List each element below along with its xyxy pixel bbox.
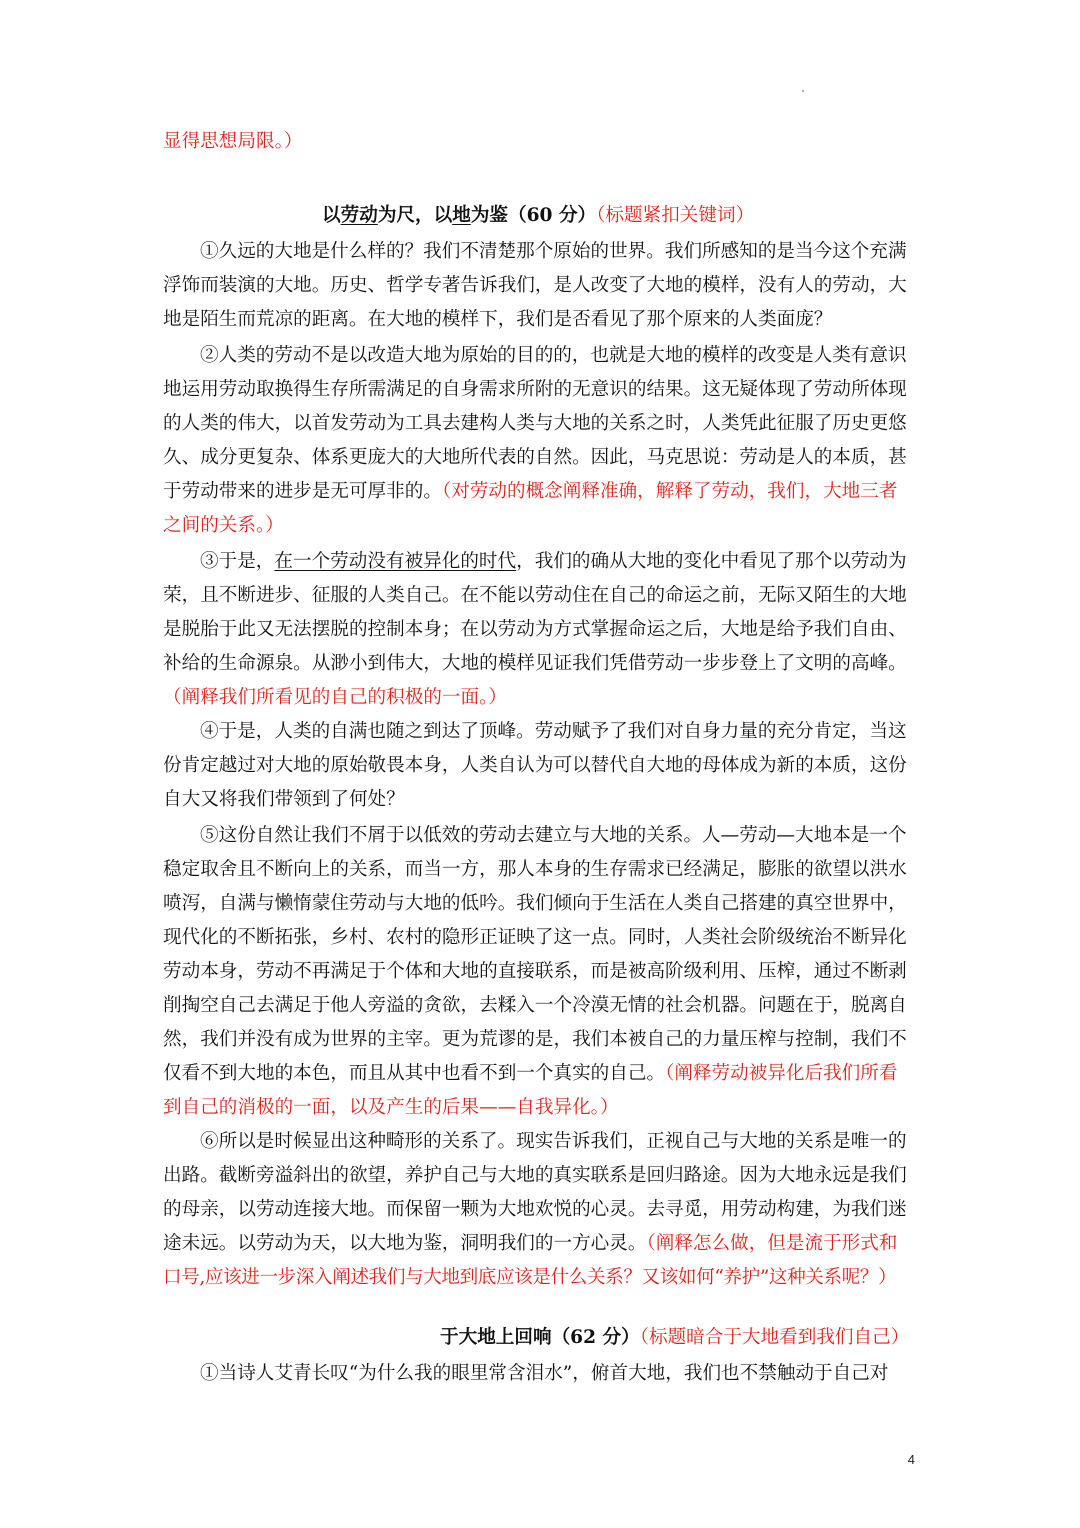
e1-p3-line: 荣，且不断进步、征服的人类自己。在不能以劳动住在自己的命运之前，无际又陌生的大地 [163,585,907,606]
e1-p2-line: 地运用劳动取换得生存所需满足的自身需求所附的无意识的结果。这无疑体现了劳动所体现 [163,379,907,400]
essay1-title-mid: 为尺，以 [377,205,453,226]
e1-p5-line: 喷泻，自满与懒惰蒙住劳动与大地的低吟。我们倾向于生活在人类自己搭建的真空世界中， [163,893,907,914]
e2-p1-line: ①当诗人艾青长叹“为什么我的眼里常含泪水”，俯首大地，我们也不禁触动于自己对 [200,1363,889,1384]
essay1-title-u1: 劳动 [340,205,378,226]
e1-p3-pre: ③于是， [200,551,275,572]
e1-p5-line: 劳动本身，劳动不再满足于个体和大地的直接联系，而是被高阶级利用、压榨，通过不断剥 [163,961,907,982]
essay1-title-u2: 地 [452,205,471,226]
e1-p4-line: 份肯定越过对大地的原始敬畏本身，人类自认为可以替代自大地的母体成为新的本质，这份 [163,755,907,776]
e1-p5-last-line [163,1056,917,1092]
e1-p3-line: 是脱胎于此又无法摆脱的控制本身；在以劳动为方式掌握命运之后，大地是给予我们自由、 [163,619,907,640]
e1-p2-line: 久、成分更复杂、体系更庞大的大地所代表的自然。因此，马克思说：劳动是人的本质，甚 [163,447,907,468]
e1-p6-last-line [163,1226,917,1262]
e1-p3-post: ，我们的确从大地的变化中看见了那个以劳动为 [516,551,907,572]
e1-p3-comment: （阐释我们所看见的自己的积极的一面。） [163,687,507,708]
e1-p6-last-text: 途未远。以劳动为天，以大地为鉴，洞明我们的一方心灵。 [163,1233,647,1254]
top-note: 显得思想局限。） [163,131,303,152]
e1-p2-line: 的人类的伟大，以首发劳动为工具去建构人类与大地的关系之时，人类凭此征服了历史更悠 [163,413,907,434]
e1-p4-line: 自大又将我们带领到了何处？ [163,789,405,810]
e1-p6-comment-end: 口号,应该进一步深入阐述我们与大地到底应该是什么关系？又该如何“养护”这种关系呢？） [163,1267,897,1288]
e1-p1-line: ①久远的大地是什么样的？我们不清楚那个原始的世界。我们所感知的是当今这个充满 [200,241,907,262]
e1-p6-line: ⑥所以是时候显出这种畸形的关系了。现实告诉我们，正视自己与大地的关系是唯一的 [200,1131,907,1152]
essay2-title-comment: （标题暗合于大地看到我们自己） [639,1327,910,1348]
e1-p2-line: ②人类的劳动不是以改造大地为原始的目的的，也就是大地的模样的改变是人类有意识 [200,345,907,366]
e1-p6-line: 的母亲，以劳动连接大地。而保留一颗为大地欢悦的心灵。去寻觅，用劳动构建，为我们迷 [163,1199,907,1220]
e1-p3-underlined: 在一个劳动没有被异化的时代 [274,551,517,572]
e1-p5-comment: （阐释劳动被异化后我们所看 [665,1063,898,1084]
essay1-title-post: 为鉴（60 分） [470,205,597,226]
essay2-title [440,1320,909,1356]
e1-p5-comment-end: 到自己的消极的一面，以及产生的后果——自我异化。） [163,1097,619,1118]
e1-p3-line: 补给的生命源泉。从渺小到伟大，大地的模样见证我们凭借劳动一步步登上了文明的高峰。 [163,653,907,674]
e1-p5-line: 稳定取舍且不断向上的关系，而当一方，那人本身的生存需求已经满足，膨胀的欲望以洪水 [163,859,907,880]
e1-p1-line: 地是陌生而荒凉的距离。在大地的模样下，我们是否看见了那个原来的人类面庞？ [163,309,833,330]
e1-p2-comment-end: 之间的关系。） [163,515,284,536]
e1-p1-line: 浮饰而装演的大地。历史、哲学专著告诉我们，是人改变了大地的模样，没有人的劳动，大 [163,275,907,296]
essay1-title [322,198,754,234]
e1-p2-last-text: 于劳动带来的进步是无可厚非的。 [163,481,442,502]
e1-p5-line: 削掏空自己去满足于他人旁溢的贪欲，去糅入一个冷漠无情的社会机器。问题在于，脱离自 [163,995,907,1016]
essay1-title-comment: （标题紧扣关键词） [596,205,755,226]
e1-p2-comment: （对劳动的概念阐释准确，解释了劳动，我们，大地三者 [441,481,898,502]
scan-dot [802,90,804,92]
e1-p4-line: ④于是，人类的自满也随之到达了顶峰。劳动赋予了我们对自身力量的充分肯定，当这 [200,721,907,742]
e1-p2-last-line [163,474,917,510]
e1-p5-last-text: 仅看不到大地的本色，而且从其中也看不到一个真实的自己。 [163,1063,666,1084]
e1-p6-comment: （阐释怎么做，但是流于形式和 [646,1233,898,1254]
e1-p5-line: 然，我们并没有成为世界的主宰。更为荒谬的是，我们本被自己的力量压榨与控制，我们不 [163,1029,907,1050]
e1-p6-line: 出路。截断旁溢斜出的欲望，养护自己与大地的真实联系是回归路途。因为大地永远是我们 [163,1165,907,1186]
e1-p5-line: ⑤这份自然让我们不屑于以低效的劳动去建立与大地的关系。人—劳动—大地本是一个 [200,825,907,846]
essay1-title-pre: 以 [322,205,341,226]
page-number: 4 [907,1452,915,1467]
e1-p3-first-line [163,544,917,580]
e1-p5-line: 现代化的不断拓张，乡村、农村的隐形正证映了这一点。同时，人类社会阶级统治不断异化 [163,927,907,948]
essay2-title-text: 于大地上回响（62 分） [440,1327,640,1348]
